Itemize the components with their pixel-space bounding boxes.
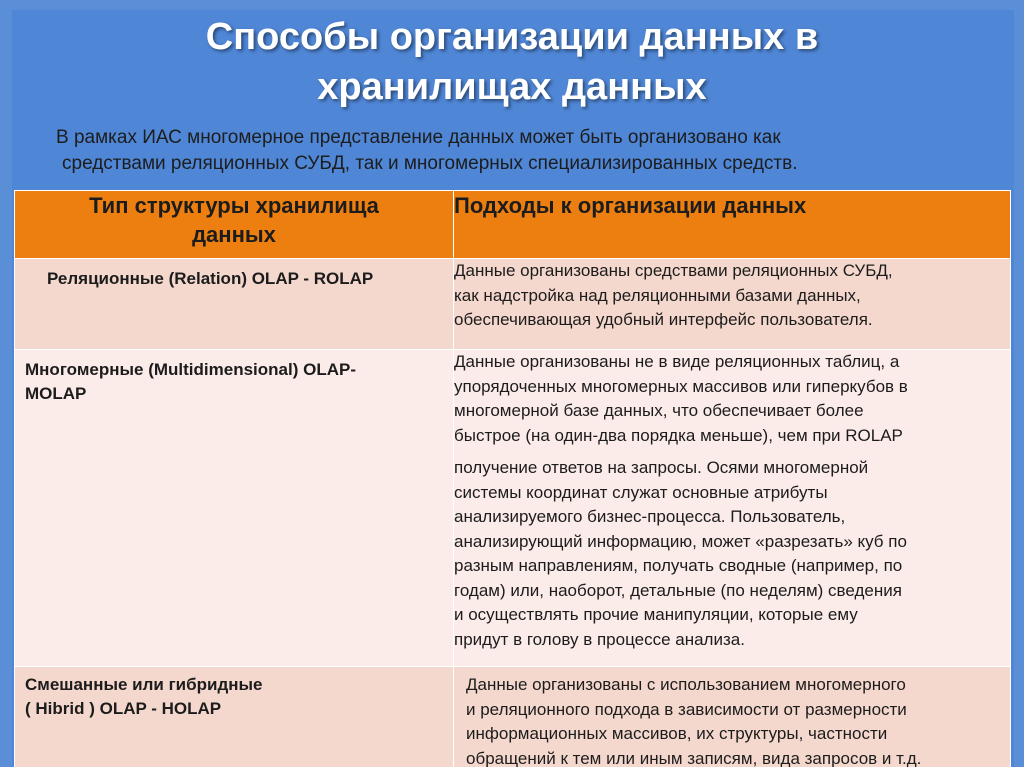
approach-cell <box>454 350 1011 667</box>
approach-cell <box>454 667 1011 767</box>
page-title <box>0 12 1024 112</box>
table-row-holap <box>15 667 1011 767</box>
approach-line: Данные организованы с использованием многомерного <box>466 675 906 694</box>
structure-type-cell <box>15 350 454 667</box>
approach-line: получение ответов на запросы. Осями многомерной <box>454 458 869 477</box>
approach-line: придут в голову в процессе анализа. <box>454 629 745 649</box>
intro-text <box>56 125 976 177</box>
intro-line: В рамках ИАС многомерное представление данных может быть организовано как <box>56 127 781 148</box>
column-header-structure-type <box>15 191 454 259</box>
approach-line: Данные организованы не в виде реляционных таблиц, а <box>454 352 900 371</box>
approach-line: анализируемого бизнес-процесса. Пользователь, <box>454 507 846 526</box>
table-row-rolap <box>15 259 1011 350</box>
title-line: Способы организации данных в <box>205 16 819 58</box>
header-line: данных <box>192 222 276 247</box>
type-line: ( Hibrid ) OLAP - HOLAP <box>25 699 222 718</box>
data-organization-table <box>14 190 1011 767</box>
type-line: Реляционные (Relation) OLAP - ROLAP <box>47 269 374 288</box>
approach-line: системы координат служат основные атрибуты <box>454 482 828 502</box>
structure-type-cell <box>15 667 454 767</box>
approach-line: Данные организованы средствами реляционных СУБД, <box>454 261 893 280</box>
table-header-row <box>15 191 1011 259</box>
column-header-approaches <box>454 191 1011 259</box>
approach-line: годам) или, наоборот, детальные (по неделям) сведения <box>454 580 902 600</box>
approach-line: разным направлениям, получать сводные (например, по <box>454 556 903 575</box>
approach-line: как надстройка над реляционными базами данных, <box>454 285 861 305</box>
type-line: Многомерные (Multidimensional) OLAP- <box>25 360 356 379</box>
approach-line: обращений к тем или иным записям, вида запросов и т.д. <box>466 748 922 767</box>
type-line: Смешанные или гибридные <box>25 675 263 694</box>
approach-line: и осуществлять прочие манипуляции, которые ему <box>454 605 858 624</box>
approach-line: упорядоченных многомерных массивов или гиперкубов в <box>454 376 908 396</box>
type-line: MOLAP <box>25 384 87 403</box>
intro-line: средствами реляционных СУБД, так и многомерных специализированных средств. <box>62 153 798 174</box>
header-line: Подходы к организации данных <box>454 193 807 218</box>
header-line: Тип структуры хранилища <box>89 193 379 218</box>
table-row-molap <box>15 350 1011 667</box>
title-line: хранилищах данных <box>317 66 707 108</box>
approach-cell <box>454 259 1011 350</box>
approach-line: многомерной базе данных, что обеспечивает более <box>454 401 864 420</box>
approach-line: информационных массивов, их структуры, частности <box>466 724 888 743</box>
structure-type-cell <box>15 259 454 350</box>
approach-line: и реляционного подхода в зависимости от размерности <box>466 699 907 719</box>
approach-line: обеспечивающая удобный интерфейс пользователя. <box>454 310 873 329</box>
approach-line: анализирующий информацию, может «разрезать» куб по <box>454 531 907 551</box>
approach-line: быстрое (на один-два порядка меньше), чем при ROLAP <box>454 425 903 445</box>
